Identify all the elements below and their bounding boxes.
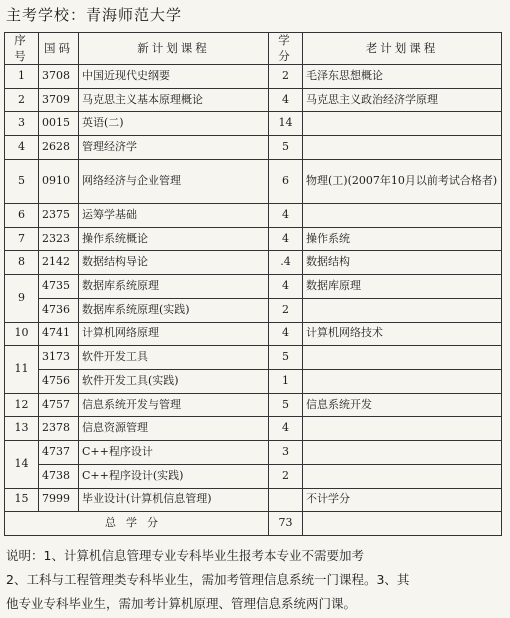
course-code: 2378 xyxy=(39,417,79,441)
course-code: 0910 xyxy=(39,159,79,203)
course-code: 2323 xyxy=(39,227,79,251)
old-course xyxy=(303,112,502,136)
row-number: 3 xyxy=(5,112,39,136)
table-row xyxy=(5,203,502,227)
table-row xyxy=(5,488,502,512)
course-name: 运筹学基础 xyxy=(79,203,269,227)
course-credit: 2 xyxy=(269,65,303,89)
row-number: 13 xyxy=(5,417,39,441)
course-code: 4735 xyxy=(39,275,79,299)
course-credit: 5 xyxy=(269,346,303,370)
old-course xyxy=(303,464,502,488)
note-line: 2、工科与工程管理类专科毕业生，需加考管理信息系统一门课程。3、其 xyxy=(6,572,410,587)
table-row xyxy=(5,251,502,275)
course-code: 4756 xyxy=(39,369,79,393)
course-name: 操作系统概论 xyxy=(79,227,269,251)
course-credit: 4 xyxy=(269,203,303,227)
row-number: 9 xyxy=(5,275,39,322)
course-code: 3173 xyxy=(39,346,79,370)
table-row xyxy=(5,65,502,89)
course-credit: 1 xyxy=(269,369,303,393)
course-name: 软件开发工具(实践) xyxy=(79,369,269,393)
course-credit: 4 xyxy=(269,322,303,346)
course-name: 数据结构导论 xyxy=(79,251,269,275)
old-course xyxy=(303,417,502,441)
course-code: 4738 xyxy=(39,464,79,488)
course-credit: 3 xyxy=(269,441,303,465)
old-course: 信息系统开发 xyxy=(303,393,502,417)
table-row xyxy=(5,393,502,417)
course-credit: 4 xyxy=(269,275,303,299)
course-name: 数据库系统原理(实践) xyxy=(79,298,269,322)
course-name: 网络经济与企业管理 xyxy=(79,159,269,203)
note-line: 说明：1、计算机信息管理专业专科毕业生报考本专业不需要加考 xyxy=(6,548,364,563)
notes-paragraph xyxy=(6,544,506,616)
course-name: 英语(二) xyxy=(79,112,269,136)
table-header-row xyxy=(5,33,502,65)
table-row xyxy=(5,464,502,488)
course-credit: 5 xyxy=(269,136,303,160)
table-row xyxy=(5,275,502,299)
course-credit: 5 xyxy=(269,393,303,417)
total-row xyxy=(5,512,502,536)
row-number: 12 xyxy=(5,393,39,417)
old-course xyxy=(303,298,502,322)
course-name: 信息资源管理 xyxy=(79,417,269,441)
course-credit: 4 xyxy=(269,417,303,441)
old-course xyxy=(303,203,502,227)
course-code: 7999 xyxy=(39,488,79,512)
table-row xyxy=(5,298,502,322)
old-course: 毛泽东思想概论 xyxy=(303,65,502,89)
course-name: 软件开发工具 xyxy=(79,346,269,370)
old-course: 计算机网络技术 xyxy=(303,322,502,346)
course-credit: 4 xyxy=(269,227,303,251)
course-code: 3708 xyxy=(39,65,79,89)
row-number: 4 xyxy=(5,136,39,160)
table-row xyxy=(5,136,502,160)
course-credit: 2 xyxy=(269,464,303,488)
row-number: 2 xyxy=(5,88,39,112)
course-name: C++程序设计 xyxy=(79,441,269,465)
table-row xyxy=(5,322,502,346)
old-course: 不计学分 xyxy=(303,488,502,512)
total-label: 总学分 xyxy=(5,512,269,536)
old-course xyxy=(303,346,502,370)
course-name: 数据库系统原理 xyxy=(79,275,269,299)
table-row xyxy=(5,346,502,370)
course-code: 4736 xyxy=(39,298,79,322)
course-name: 中国近现代史纲要 xyxy=(79,65,269,89)
row-number: 1 xyxy=(5,65,39,89)
course-code: 4757 xyxy=(39,393,79,417)
row-number: 14 xyxy=(5,441,39,488)
course-name: 马克思主义基本原理概论 xyxy=(79,88,269,112)
row-number: 5 xyxy=(5,159,39,203)
table-row xyxy=(5,417,502,441)
row-number: 7 xyxy=(5,227,39,251)
course-code: 2375 xyxy=(39,203,79,227)
row-number: 11 xyxy=(5,346,39,393)
old-course: 数据库原理 xyxy=(303,275,502,299)
course-code: 3709 xyxy=(39,88,79,112)
old-course: 数据结构 xyxy=(303,251,502,275)
old-course xyxy=(303,369,502,393)
course-credit: 2 xyxy=(269,298,303,322)
table-row xyxy=(5,441,502,465)
row-number: 10 xyxy=(5,322,39,346)
header-new-course: 新计划课程 xyxy=(79,33,269,65)
old-course: 马克思主义政治经济学原理 xyxy=(303,88,502,112)
header-old-course: 老计划课程 xyxy=(303,33,502,65)
course-name: 毕业设计(计算机信息管理) xyxy=(79,488,269,512)
table-row xyxy=(5,112,502,136)
course-name: 信息系统开发与管理 xyxy=(79,393,269,417)
table-row xyxy=(5,159,502,203)
row-number: 8 xyxy=(5,251,39,275)
course-credit: 6 xyxy=(269,159,303,203)
old-course xyxy=(303,441,502,465)
table-row xyxy=(5,88,502,112)
course-code: 0015 xyxy=(39,112,79,136)
total-old-course-empty xyxy=(303,512,502,536)
course-code: 4741 xyxy=(39,322,79,346)
course-code: 2628 xyxy=(39,136,79,160)
header-code: 国码 xyxy=(39,33,79,65)
header-number: 序号 xyxy=(5,33,39,65)
row-number: 6 xyxy=(5,203,39,227)
old-course: 物理(工)(2007年10月以前考试合格者) xyxy=(303,159,502,203)
course-name: 管理经济学 xyxy=(79,136,269,160)
total-credit: 73 xyxy=(269,512,303,536)
course-credit xyxy=(269,488,303,512)
note-line: 他专业专科毕业生，需加考计算机原理、管理信息系统两门课。 xyxy=(6,596,357,611)
header-credit: 学分 xyxy=(269,33,303,65)
course-credit: 14 xyxy=(269,112,303,136)
course-plan-table xyxy=(4,32,502,536)
old-course xyxy=(303,136,502,160)
page-heading: 主考学校：青海师范大学 xyxy=(6,6,183,24)
course-name: 计算机网络原理 xyxy=(79,322,269,346)
course-credit: 4 xyxy=(269,88,303,112)
table-row xyxy=(5,369,502,393)
course-code: 2142 xyxy=(39,251,79,275)
row-number: 15 xyxy=(5,488,39,512)
course-code: 4737 xyxy=(39,441,79,465)
course-name: C++程序设计(实践) xyxy=(79,464,269,488)
old-course: 操作系统 xyxy=(303,227,502,251)
table-row xyxy=(5,227,502,251)
course-credit: .4 xyxy=(269,251,303,275)
